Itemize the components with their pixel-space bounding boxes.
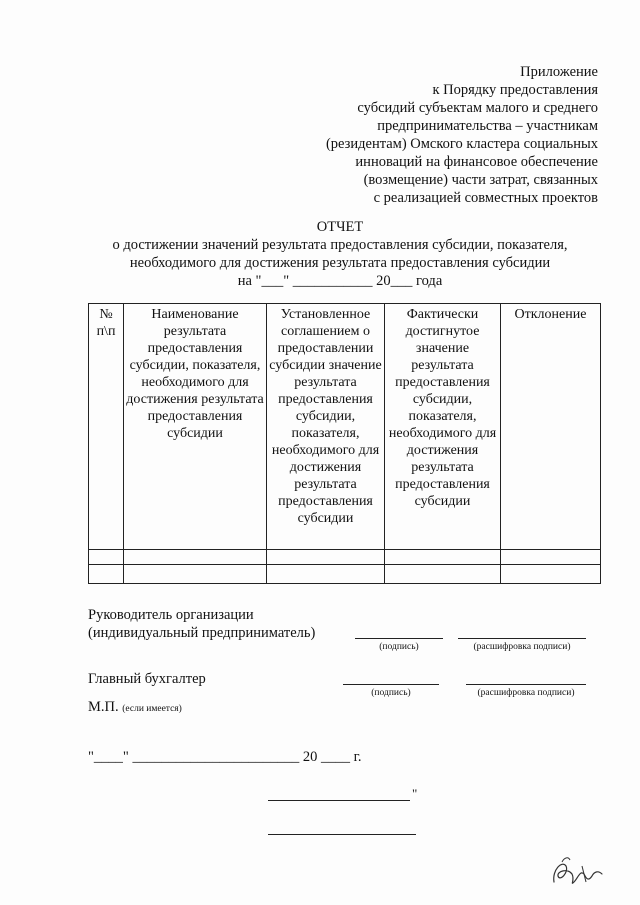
report-table xyxy=(88,303,601,584)
table-cell[interactable] xyxy=(89,550,124,565)
seal-note: (если имеется) xyxy=(122,704,182,714)
report-date-line: на "___" ___________ 20___ года xyxy=(237,273,443,289)
table-cell[interactable] xyxy=(385,550,501,565)
head-label: Руководитель организации xyxy=(88,607,254,623)
head-decoding-caption: (расшифровка подписи) xyxy=(473,642,571,652)
table-row xyxy=(89,550,601,565)
blank-line-1[interactable] xyxy=(268,800,410,801)
head-signature-line[interactable] xyxy=(355,638,443,639)
appendix-line: (резидентам) Омского кластера социальных xyxy=(325,136,598,152)
table-cell[interactable] xyxy=(501,550,601,565)
column-header-planned-value: Установленное соглашением о предоставлении субсидии значение результата предоставления субсидии, показателя, необходимого для достижения результата предоставления субсидии xyxy=(267,304,385,550)
table-cell[interactable] xyxy=(385,565,501,584)
accountant-label: Главный бухгалтер xyxy=(88,671,206,687)
quote-mark: " xyxy=(412,786,418,801)
appendix-line: к Порядку предоставления xyxy=(432,82,598,98)
accountant-decoding-line[interactable] xyxy=(466,684,586,685)
table-cell[interactable] xyxy=(124,550,267,565)
head-decoding-line[interactable] xyxy=(458,638,586,639)
column-header-actual-value: Фактически достигнутое значение результата предоставления субсидии, показателя, необходимого для достижения результата предоставления субсидии xyxy=(385,304,501,550)
report-subtitle-line: необходимого для достижения результата предоставления субсидии xyxy=(129,255,551,271)
accountant-signature-line[interactable] xyxy=(343,684,439,685)
table-cell[interactable] xyxy=(124,565,267,584)
column-header-number: № п\п xyxy=(89,304,124,550)
table-cell[interactable] xyxy=(267,565,385,584)
report-heading: ОТЧЕТ xyxy=(316,219,364,235)
appendix-line: с реализацией совместных проектов xyxy=(373,190,598,206)
appendix-line: субсидий субъектам малого и среднего xyxy=(357,100,598,116)
date-field[interactable]: "____" _______________________ 20 ____ г. xyxy=(88,749,362,765)
table-header-row xyxy=(89,304,601,550)
column-header-result-name: Наименование результата предоставления субсидии, показателя, необходимого для достижения результата предоставления субсидии xyxy=(124,304,267,550)
column-header-deviation: Отклонение xyxy=(501,304,601,550)
table-cell[interactable] xyxy=(501,565,601,584)
table-row xyxy=(89,565,601,584)
accountant-signature-caption: (подпись) xyxy=(371,688,411,698)
blank-line-2[interactable] xyxy=(268,834,416,835)
accountant-decoding-caption: (расшифровка подписи) xyxy=(477,688,575,698)
table-cell[interactable] xyxy=(267,550,385,565)
seal-label: М.П. xyxy=(88,699,119,715)
seal-block xyxy=(88,698,182,718)
table-cell[interactable] xyxy=(89,565,124,584)
head-label-sub: (индивидуальный предприниматель) xyxy=(88,625,316,641)
report-title-block xyxy=(60,218,620,290)
head-signature-caption: (подпись) xyxy=(379,642,419,652)
appendix-header xyxy=(278,63,598,207)
appendix-line: инноваций на финансовое обеспечение xyxy=(355,154,598,170)
appendix-line: предпринимательства – участникам xyxy=(377,118,598,134)
appendix-line: Приложение xyxy=(520,64,598,80)
appendix-line: (возмещение) части затрат, связанных xyxy=(363,172,598,188)
handwritten-initials-icon xyxy=(548,852,608,892)
report-subtitle-line: о достижении значений результата предоставления субсидии, показателя, xyxy=(112,237,568,253)
